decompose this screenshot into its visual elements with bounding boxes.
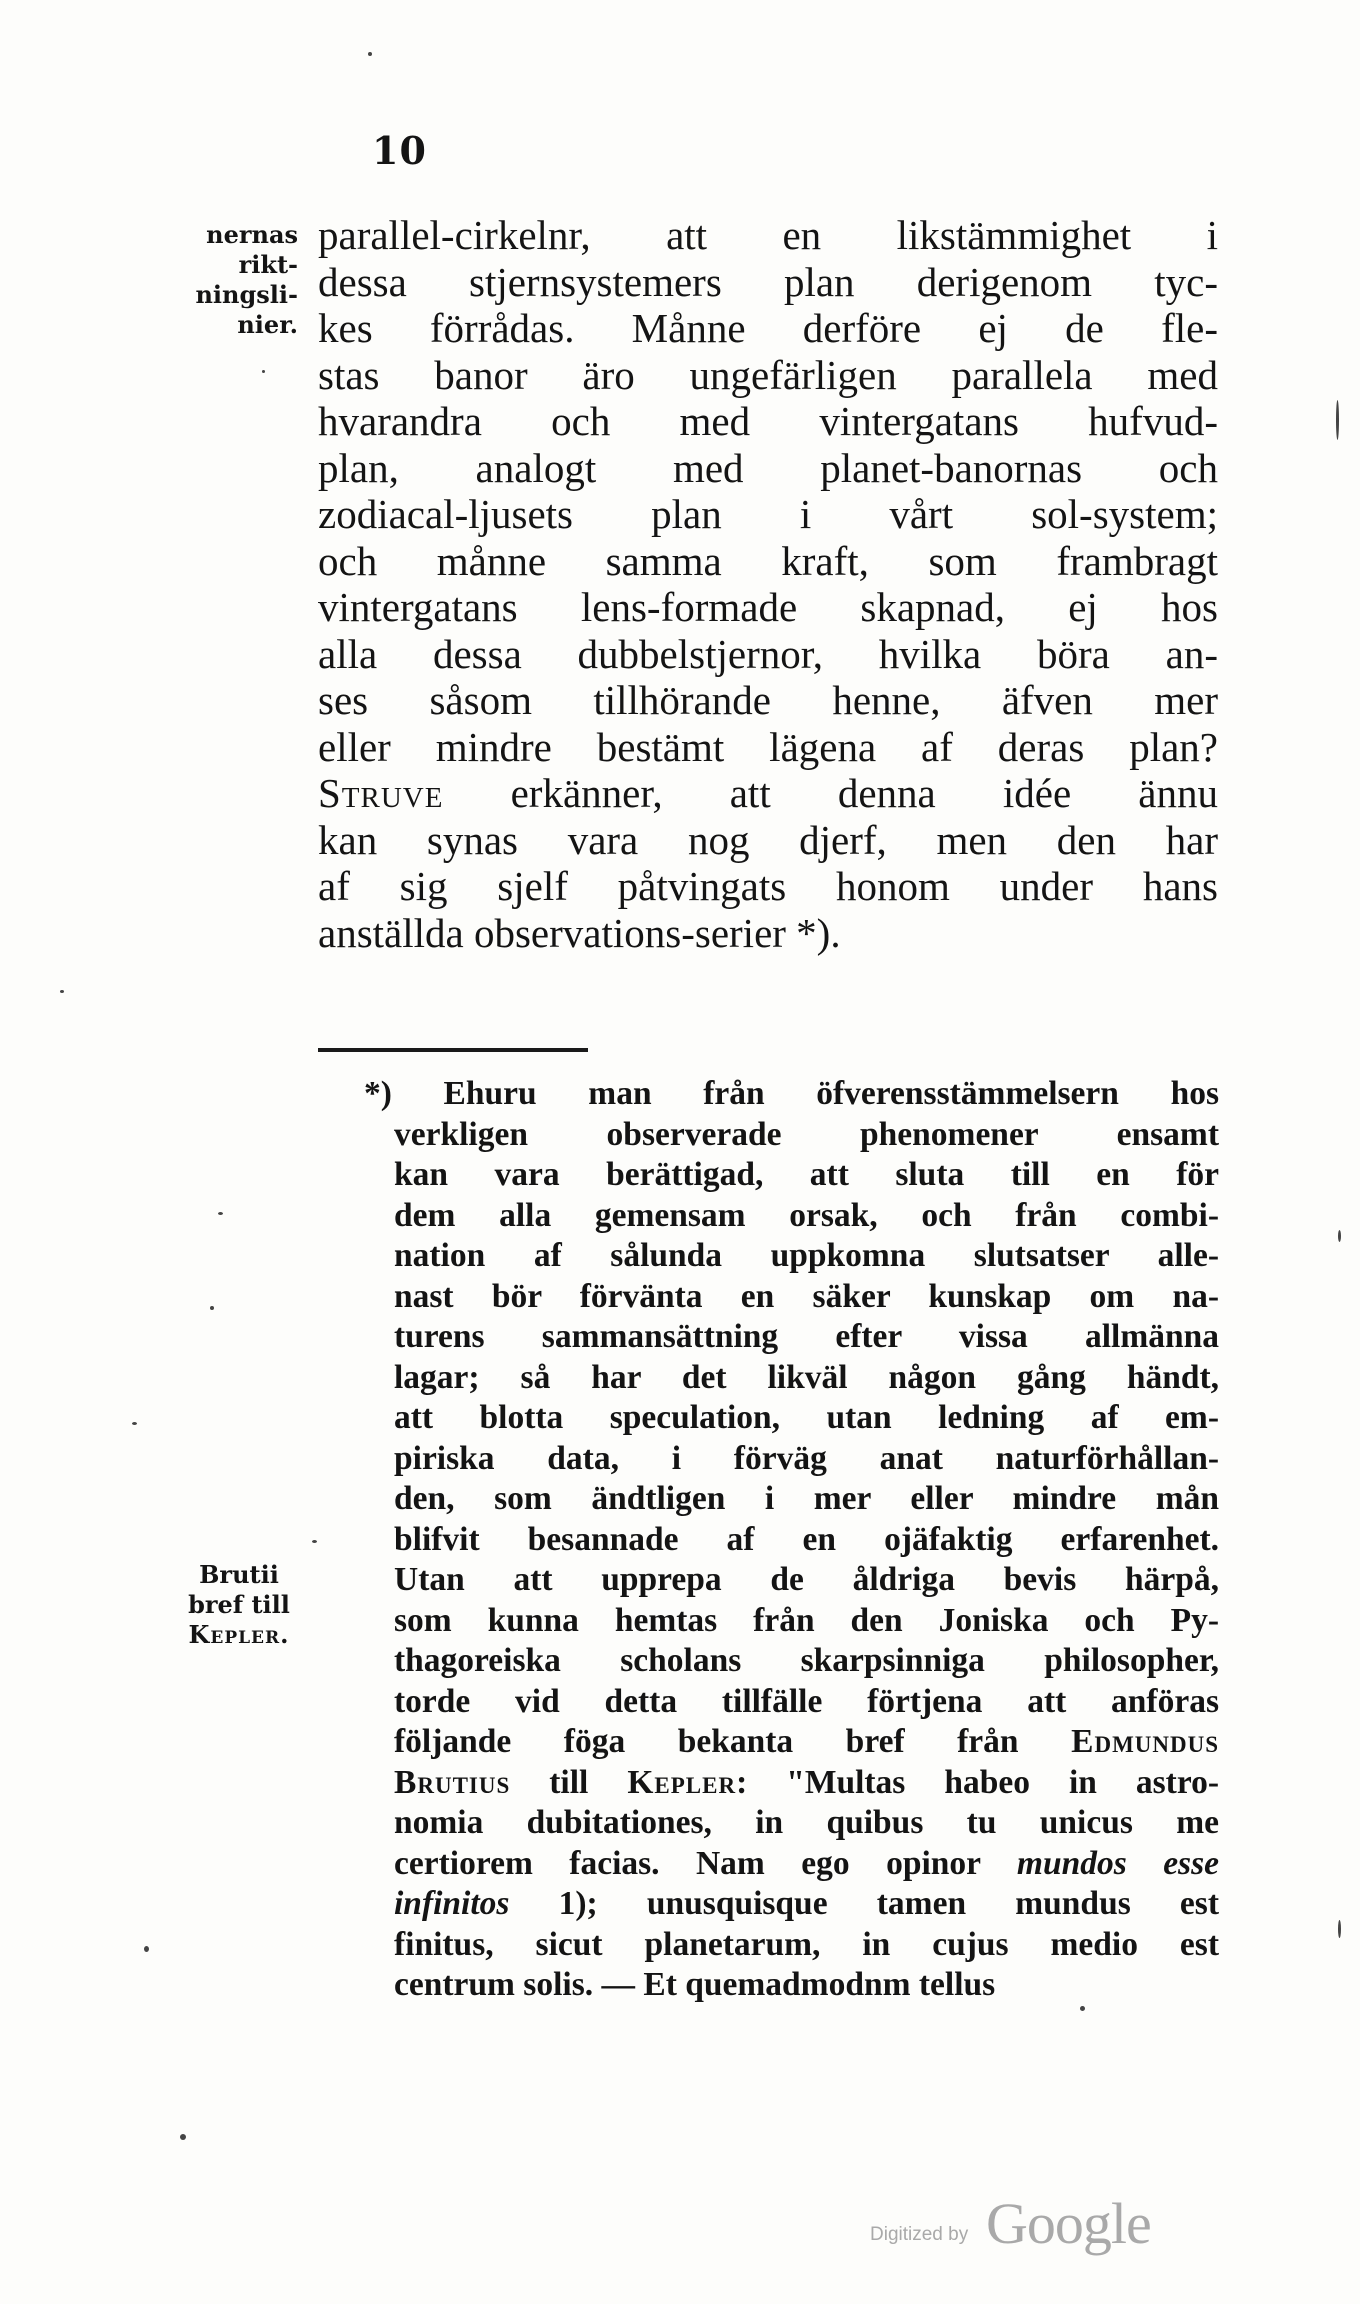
body-line: zodiacal-ljusets plan i vårt sol-system; [318, 491, 1218, 537]
body-line: dessa stjernsystemers plan derigenom tyc- [318, 258, 1218, 305]
digitized-watermark [870, 2190, 1170, 2260]
footnote-line: kan vara berättigad, att sluta till en för [394, 1156, 1219, 1193]
footnote-italic: infinitos [394, 1885, 510, 1922]
footnote-line: den, som ändtligen i mer eller mindre mån [394, 1480, 1219, 1517]
margin-note-line: Kepler. [188, 1620, 290, 1649]
margin-note-line: bref till [188, 1590, 290, 1619]
footnote-line: centrum solis. — Et quemadmodnm tellus [394, 1966, 996, 2003]
footnote-line: som kunna hemtas från den Joniska och Py- [394, 1601, 1219, 1639]
footnote-line-edmundus [364, 1722, 1219, 1763]
margin-note-line: rikt- [238, 250, 298, 279]
author-name-edmundus: Edmundus [1071, 1723, 1220, 1760]
footnote [364, 1074, 1219, 2006]
body-line: plan, analogt med planet-banornas och [318, 444, 1218, 491]
footnote-line: nation af sålunda uppkomna slutsatser alle- [394, 1237, 1219, 1274]
scan-speck [1336, 400, 1339, 440]
body-line: eller mindre bestämt lägena af deras plan? [318, 723, 1218, 770]
footnote-line-certiorem [364, 1844, 1219, 1885]
footnote-line: finitus, sicut planetarum, in cujus medio est [394, 1925, 1219, 1963]
scan-speck [180, 2134, 186, 2140]
body-line: kan synas vara nog djerf, men den har [318, 816, 1218, 863]
footnote-text: till [510, 1763, 628, 1801]
scan-speck [1338, 1230, 1341, 1242]
footnote-line: *) Ehuru man från öfverensstämmelsern hos [364, 1075, 1219, 1112]
body-line: alla dessa dubbelstjernor, hvilka böra an- [318, 630, 1218, 677]
footnote-line: Utan att upprepa de åldriga bevis härpå, [394, 1561, 1219, 1598]
footnote-divider [318, 1048, 588, 1052]
footnote-line: piriska data, i förväg anat naturförhållan- [394, 1439, 1219, 1477]
body-text [318, 212, 1218, 956]
margin-note-top [190, 220, 298, 340]
body-line: kes förrådas. Månne derföre ej de fle- [318, 305, 1218, 351]
scan-speck [210, 1306, 214, 1310]
footnote-line: att blotta speculation, utan ledning af em- [394, 1399, 1219, 1436]
google-logo: Google [986, 2191, 1151, 2256]
scan-speck [1080, 2006, 1085, 2011]
body-line: och månne samma kraft, som frambragt [318, 537, 1218, 584]
body-line-rest: erkänner, att denna idée ännu [443, 770, 1218, 816]
footnote-line: dem alla gemensam orsak, och från combi- [394, 1196, 1219, 1234]
body-line: parallel-cirkelnr, att en likstämmighet i [318, 212, 1218, 258]
scan-speck [368, 52, 372, 56]
author-name-brutius: Brutius [394, 1763, 511, 1801]
margin-note-line: ningsli- [195, 280, 298, 309]
footnote-line: thagoreiska scholans skarpsinniga philosopher, [394, 1642, 1219, 1679]
footnote-text: 1); unusquisque tamen mundus est [509, 1885, 1219, 1922]
body-line: ses såsom tillhörande henne, äfven mer [318, 677, 1218, 723]
scan-speck [218, 1212, 223, 1215]
margin-note-bottom [180, 1560, 298, 1650]
footnote-line: nomia dubitationes, in quibus tu unicus me [394, 1804, 1219, 1841]
author-name-kepler: Kepler [627, 1763, 737, 1801]
footnote-line-brutius [364, 1763, 1219, 1804]
watermark-small-text: Digitized by [870, 2224, 969, 2245]
body-line: af sig sjelf påtvingats honom under hans [318, 863, 1218, 909]
body-line: hvarandra och med vintergatans hufvud- [318, 398, 1218, 444]
scan-speck [144, 1946, 149, 1952]
scan-speck [262, 370, 265, 373]
footnote-text: följande föga bekanta bref från [394, 1723, 1019, 1760]
margin-note-line: Brutii [199, 1560, 279, 1589]
footnote-line: turens sammansättning efter vissa allmänna [394, 1318, 1219, 1355]
scan-speck [1338, 1920, 1341, 1938]
scan-speck [60, 990, 64, 993]
footnote-line: lagar; så har det likväl någon gång händt, [394, 1358, 1219, 1396]
author-name-struve: Struve [318, 770, 444, 816]
footnote-text: certiorem facias. Nam ego opinor [394, 1844, 1017, 1882]
body-line: vintergatans lens-formade skapnad, ej hos [318, 584, 1218, 630]
page-number: 10 [372, 128, 427, 173]
body-line-struve [318, 770, 1218, 817]
body-line: stas banor äro ungefärligen parallela med [318, 351, 1218, 398]
footnote-italic: mundos esse [1016, 1844, 1220, 1882]
footnote-line: blifvit besannade af en ojäfaktig erfarenhet. [394, 1520, 1219, 1558]
margin-note-line: nier. [237, 310, 298, 339]
footnote-line: torde vid detta tillfälle förtjena att anföras [394, 1682, 1219, 1720]
margin-note-line: nernas [206, 220, 298, 249]
footnote-line: verkligen observerade phenomener ensamt [394, 1115, 1219, 1153]
scan-speck [312, 1540, 317, 1543]
footnote-line-infinitos [364, 1884, 1219, 1925]
footnote-line: nast bör förvänta en säker kunskap om na- [394, 1277, 1219, 1315]
body-line: anställda observations-serier *). [318, 909, 841, 956]
scan-speck [132, 1422, 137, 1425]
footnote-text: : "Multas habeo in astro- [736, 1763, 1220, 1801]
